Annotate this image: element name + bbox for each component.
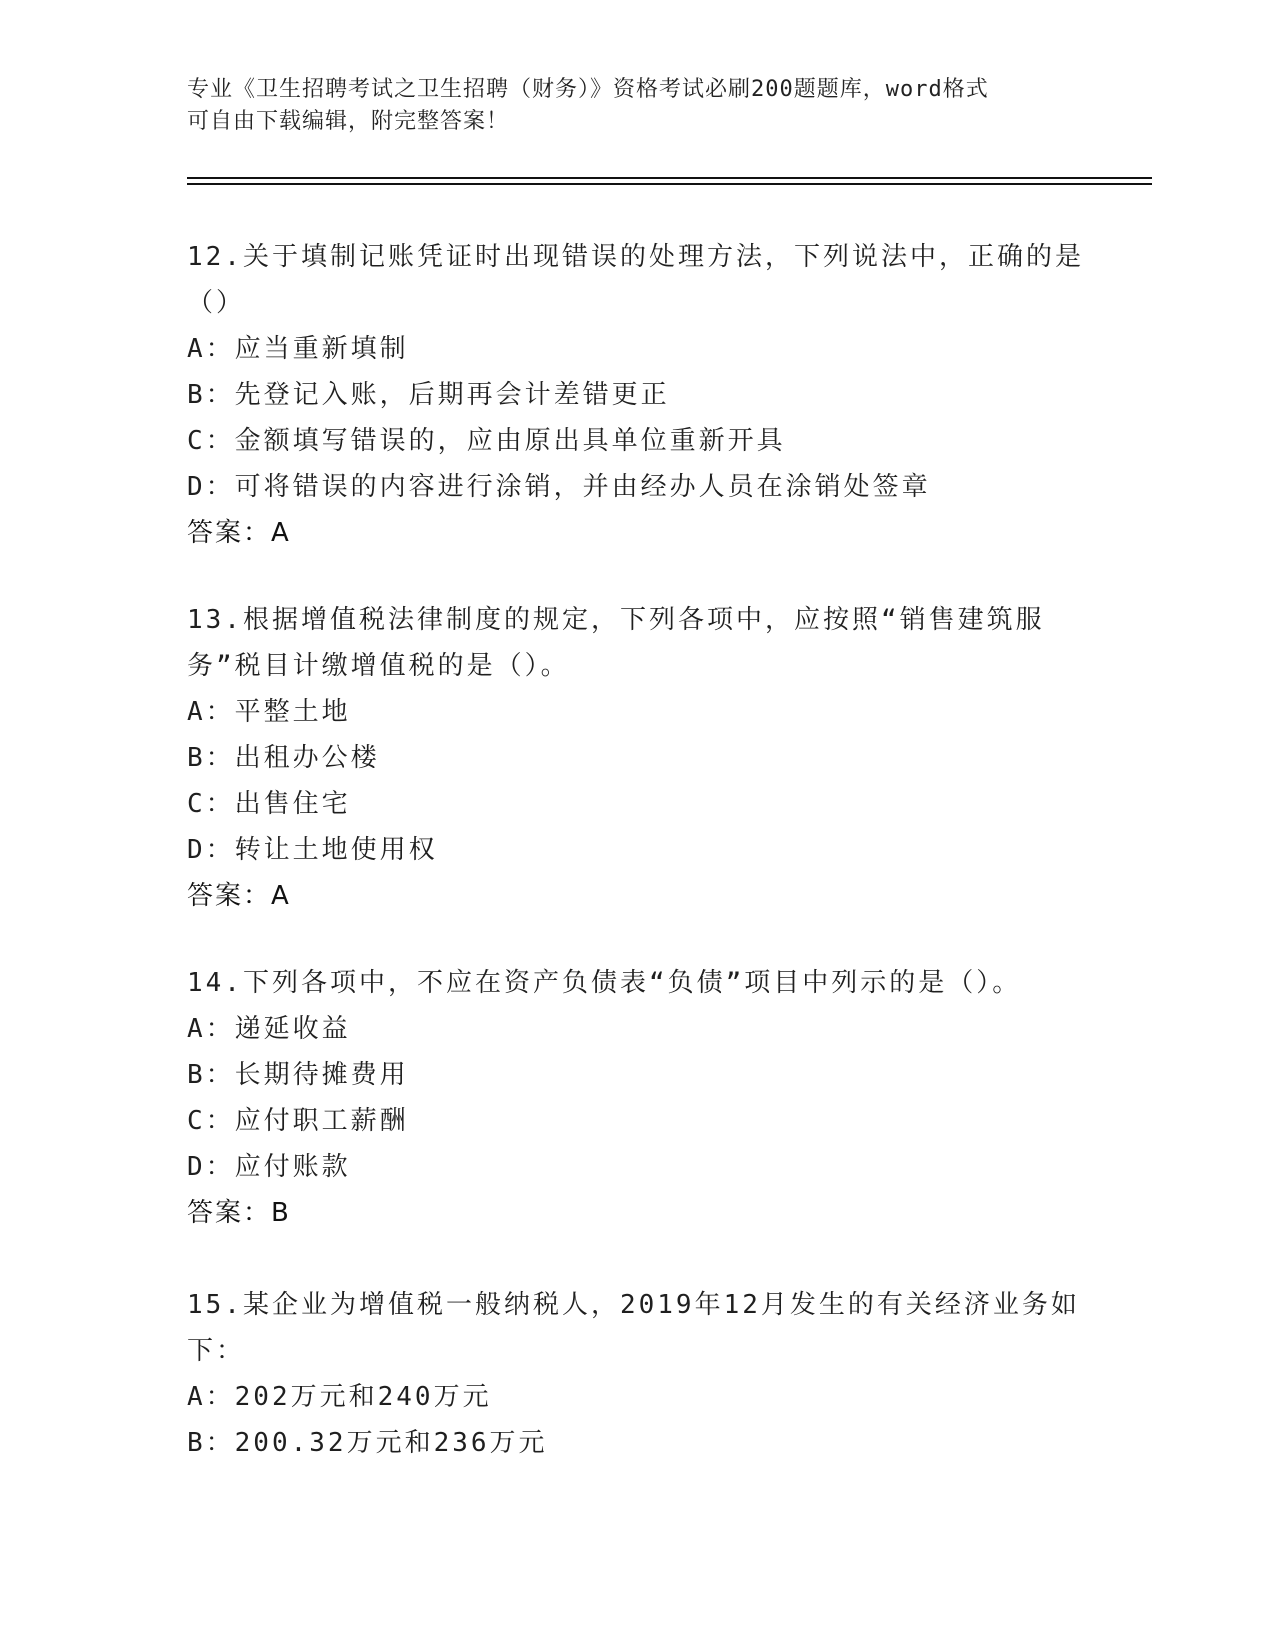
option-d: D：转让土地使用权	[187, 835, 438, 865]
header-line-2: 可自由下载编辑，附完整答案！	[187, 109, 510, 134]
option-b: B：出租办公楼	[187, 743, 380, 773]
answer-label: 答案：B	[187, 1198, 291, 1228]
option-c: C：出售住宅	[187, 789, 351, 819]
option-c: C：应付职工薪酬	[187, 1106, 409, 1136]
question-12	[187, 234, 1087, 556]
question-stem: 15.某企业为增值税一般纳税人，2019年12月发生的有关经济业务如下：	[187, 1290, 1080, 1366]
header-line-1: 专业《卫生招聘考试之卫生招聘（财务）》资格考试必刷200题题库，word格式	[187, 77, 989, 102]
option-b: B：200.32万元和236万元	[187, 1428, 548, 1458]
header-divider-top	[187, 177, 1152, 179]
answer-label: 答案：A	[187, 518, 291, 548]
question-15	[187, 1282, 1087, 1466]
document-header	[187, 74, 1067, 138]
question-stem: 14.下列各项中，不应在资产负债表“负债”项目中列示的是（）。	[187, 968, 1022, 998]
option-b: B：长期待摊费用	[187, 1060, 409, 1090]
question-14	[187, 960, 1087, 1236]
option-a: A：应当重新填制	[187, 334, 409, 364]
option-b: B：先登记入账，后期再会计差错更正	[187, 380, 670, 410]
option-d: D：应付账款	[187, 1152, 351, 1182]
answer-label: 答案：A	[187, 881, 291, 911]
header-divider-bottom	[187, 183, 1152, 185]
question-stem: 12.关于填制记账凭证时出现错误的处理方法，下列说法中，正确的是（）	[187, 242, 1084, 318]
option-c: C：金额填写错误的，应由原出具单位重新开具	[187, 426, 786, 456]
option-a: A：平整土地	[187, 697, 351, 727]
option-a: A：递延收益	[187, 1014, 351, 1044]
option-a: A：202万元和240万元	[187, 1382, 492, 1412]
question-stem: 13.根据增值税法律制度的规定，下列各项中，应按照“销售建筑服务”税目计缴增值税的是（）。	[187, 605, 1045, 681]
question-13	[187, 597, 1087, 919]
option-d: D：可将错误的内容进行涂销，并由经办人员在涂销处签章	[187, 472, 931, 502]
